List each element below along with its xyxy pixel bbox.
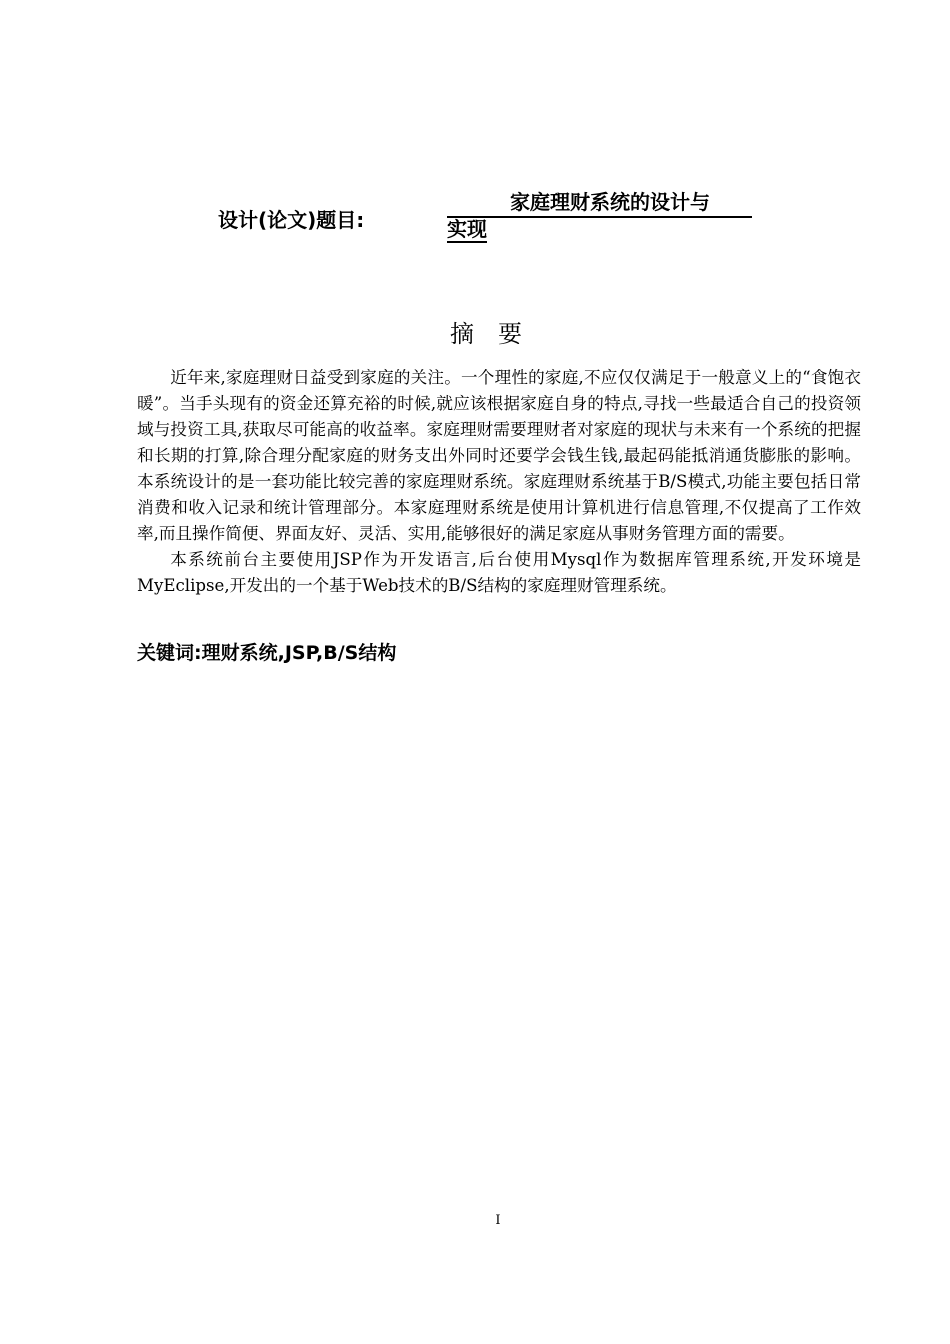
- thesis-title-label: 设计(论文)题目:: [218, 208, 365, 232]
- thesis-title-line-2: 实现: [447, 217, 487, 241]
- abstract-paragraph: 近年来,家庭理财日益受到家庭的关注。一个理性的家庭,不应仅仅满足于一般意义上的“食饱衣暖”。当手头现有的资金还算充裕的时候,就应该根据家庭自身的特点,寻找一些最适合自己的投资领域与投资工具,获取尽可能高的收益率。家庭理财需要理财者对家庭的现状与未来有一个系统的把握和长期的打算,除合理分配家庭的财务支出外同时还要学会钱生钱,最起码能抵消通货膨胀的影响。本系统设计的是一套功能比较完善的家庭理财系统。家庭理财系统基于B/S模式,功能主要包括日常消费和收入记录和统计管理部分。本家庭理财系统是使用计算机进行信息管理,不仅提高了工作效率,而且操作简便、界面友好、灵活、实用,能够很好的满足家庭从事财务管理方面的需要。: [137, 368, 861, 543]
- thesis-title-line-1: 家庭理财系统的设计与: [447, 188, 752, 218]
- page-number: I: [495, 1213, 501, 1228]
- abstract-heading: 摘要: [450, 320, 546, 348]
- thesis-title-block: [0, 188, 950, 248]
- abstract-body: [137, 365, 861, 599]
- keywords-line: 关键词:理财系统,JSP,B/S结构: [137, 642, 397, 664]
- abstract-paragraph: 本系统前台主要使用JSP作为开发语言,后台使用Mysql作为数据库管理系统,开发环境是MyEclipse,开发出的一个基于Web技术的B/S结构的家庭理财管理系统。: [137, 550, 861, 595]
